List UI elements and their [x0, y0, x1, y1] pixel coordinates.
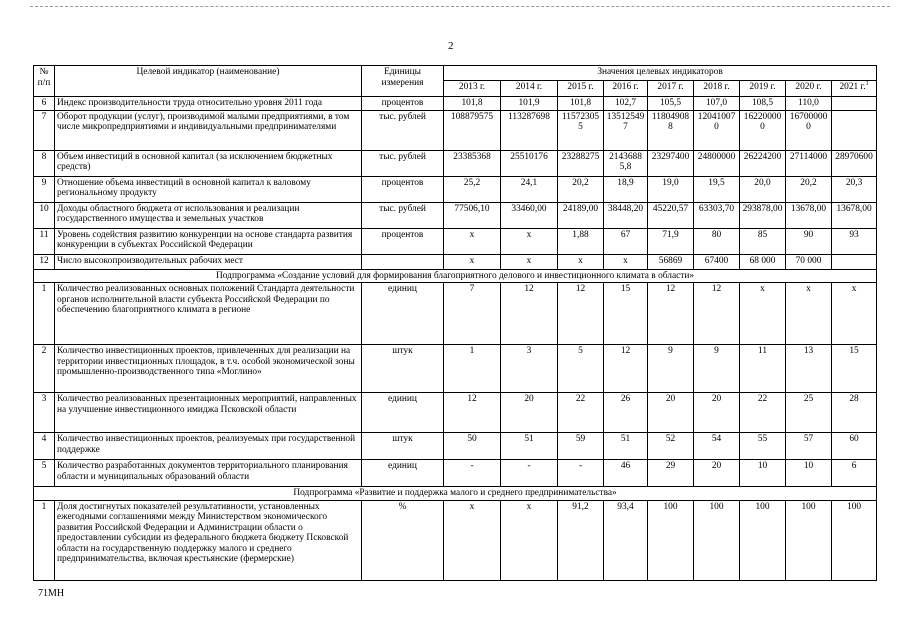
unit-cell: единиц	[362, 393, 444, 433]
value-cell: 115723055	[558, 110, 604, 150]
value-cell: 54	[694, 433, 740, 460]
indicator-name: Количество реализованных презентационных мероприятий, направленных на улучшение инвестиционного имиджа Псковской области	[55, 393, 362, 433]
unit-cell: процентов	[362, 97, 444, 111]
header-year	[444, 81, 501, 97]
value-cell: 13678,00	[786, 202, 832, 228]
value-cell: 135125497	[604, 110, 648, 150]
header-year-label: 2020 г.	[795, 82, 822, 92]
value-cell: x	[740, 283, 786, 345]
value-cell: 100	[694, 500, 740, 580]
footer-code: 71МН	[38, 588, 65, 599]
value-cell: 1	[444, 345, 501, 393]
subprogram-title: Подпрограмма «Развитие и поддержка малого и среднего предпринимательства»	[34, 487, 877, 501]
value-cell: 23288275	[558, 150, 604, 176]
subprogram-title: Подпрограмма «Создание условий для формирования благоприятного делового и инвестиционного климата в области»	[34, 269, 877, 283]
value-cell: 93	[832, 228, 877, 254]
value-cell: 167000000	[786, 110, 832, 150]
header-indicator: Целевой индикатор (наименование)	[55, 66, 362, 97]
header-values: Значения целевых индикаторов	[444, 66, 877, 81]
header-year-label: 2014 г.	[515, 82, 543, 92]
value-cell: 100	[832, 500, 877, 580]
value-cell: 12	[501, 283, 558, 345]
value-cell: 25,2	[444, 176, 501, 202]
page-number: 2	[448, 40, 454, 52]
value-cell: 22	[558, 393, 604, 433]
unit-cell: процентов	[362, 176, 444, 202]
value-cell: 24800000	[694, 150, 740, 176]
value-cell: 23297400	[648, 150, 694, 176]
value-cell: 100	[740, 500, 786, 580]
value-cell: 293878,00	[740, 202, 786, 228]
header-year-label: 2017 г.	[657, 82, 684, 92]
row-number: 8	[34, 150, 55, 176]
unit-cell: тыс. рублей	[362, 110, 444, 150]
indicator-name: Доля достигнутых показателей результативности, установленных ежегодными соглашениями между Министерством экономического развития Российской Федерации и Администрации области о предоставлении субсидии из федерального бюджета бюджету Псковской области на государственную поддержку малого и среднего предпринимательства, включая крестьянские (фермерские)	[55, 500, 362, 580]
value-cell: 13678,00	[832, 202, 877, 228]
value-cell: 28	[832, 393, 877, 433]
value-cell: 67	[604, 228, 648, 254]
value-cell: 20	[501, 393, 558, 433]
header-year	[604, 81, 648, 97]
value-cell: 51	[501, 433, 558, 460]
row-number: 6	[34, 97, 55, 111]
value-cell: 50	[444, 433, 501, 460]
indicator-name: Число высокопроизводительных рабочих мест	[55, 254, 362, 269]
value-cell: x	[444, 254, 501, 269]
footnote-mark: 1	[865, 80, 869, 87]
value-cell: 90	[786, 228, 832, 254]
value-cell: -	[501, 460, 558, 487]
value-cell: -	[444, 460, 501, 487]
value-cell: 52	[648, 433, 694, 460]
value-cell: 29	[648, 460, 694, 487]
value-cell: 20,3	[832, 176, 877, 202]
row-number: 1	[34, 283, 55, 345]
value-cell: 18,9	[604, 176, 648, 202]
value-cell: 6	[832, 460, 877, 487]
table-row	[34, 228, 877, 254]
header-num: № п/п	[34, 66, 55, 97]
value-cell: 67400	[694, 254, 740, 269]
value-cell: 20	[694, 460, 740, 487]
scan-top-edge	[30, 6, 890, 7]
header-year-label: 2015 г.	[567, 82, 594, 92]
row-number: 4	[34, 433, 55, 460]
row-number: 5	[34, 460, 55, 487]
value-cell: 12	[444, 393, 501, 433]
header-year	[694, 81, 740, 97]
value-cell: 28970600	[832, 150, 877, 176]
value-cell: 33460,00	[501, 202, 558, 228]
value-cell: 23385368	[444, 150, 501, 176]
unit-cell: %	[362, 500, 444, 580]
header-year-label: 2016 г.	[612, 82, 639, 92]
table-row	[34, 176, 877, 202]
row-number: 11	[34, 228, 55, 254]
indicator-name: Индекс производительности труда относительно уровня 2011 года	[55, 97, 362, 111]
value-cell: 59	[558, 433, 604, 460]
value-cell: 24,1	[501, 176, 558, 202]
value-cell	[832, 97, 877, 111]
header-year-label: 2018 г.	[703, 82, 730, 92]
table-row	[34, 254, 877, 269]
value-cell: 46	[604, 460, 648, 487]
value-cell: 101,9	[501, 97, 558, 111]
value-cell: 100	[786, 500, 832, 580]
value-cell: 19,5	[694, 176, 740, 202]
value-cell: 110,0	[786, 97, 832, 111]
row-number: 3	[34, 393, 55, 433]
value-cell: 107,0	[694, 97, 740, 111]
header-year-label: 2013 г.	[458, 82, 486, 92]
value-cell: 102,7	[604, 97, 648, 111]
unit-cell: процентов	[362, 228, 444, 254]
value-cell: 11	[740, 345, 786, 393]
table-body	[34, 97, 877, 581]
indicator-name: Отношение объема инвестиций в основной капитал к валовому региональному продукту	[55, 176, 362, 202]
value-cell: 51	[604, 433, 648, 460]
value-cell: 45220,57	[648, 202, 694, 228]
value-cell: 118049088	[648, 110, 694, 150]
value-cell: 77506,10	[444, 202, 501, 228]
unit-cell: единиц	[362, 283, 444, 345]
value-cell: x	[501, 500, 558, 580]
value-cell: 15	[832, 345, 877, 393]
subprogram-row	[34, 487, 877, 501]
value-cell: 68 000	[740, 254, 786, 269]
value-cell: 20	[694, 393, 740, 433]
header-year-label: 2021 г.	[839, 82, 866, 92]
value-cell: x	[558, 254, 604, 269]
row-number: 1	[34, 500, 55, 580]
value-cell: 100	[648, 500, 694, 580]
value-cell: 13	[786, 345, 832, 393]
value-cell: 12	[694, 283, 740, 345]
value-cell: 20,0	[740, 176, 786, 202]
value-cell: 3	[501, 345, 558, 393]
unit-cell	[362, 254, 444, 269]
value-cell: 57	[786, 433, 832, 460]
value-cell: x	[501, 228, 558, 254]
header-year	[786, 81, 832, 97]
value-cell: x	[444, 500, 501, 580]
indicator-name: Количество разработанных документов территориального планирования области и муниципальных образований области	[55, 460, 362, 487]
table-row	[34, 202, 877, 228]
value-cell: 55	[740, 433, 786, 460]
unit-cell: штук	[362, 433, 444, 460]
value-cell: 19,0	[648, 176, 694, 202]
value-cell: 21436885,8	[604, 150, 648, 176]
value-cell: 10	[740, 460, 786, 487]
value-cell: 25	[786, 393, 832, 433]
value-cell: 108,5	[740, 97, 786, 111]
value-cell: 113287698	[501, 110, 558, 150]
value-cell: 101,8	[444, 97, 501, 111]
row-number: 9	[34, 176, 55, 202]
value-cell: -	[558, 460, 604, 487]
table-row	[34, 150, 877, 176]
value-cell: 24189,00	[558, 202, 604, 228]
table-row	[34, 500, 877, 580]
value-cell: 101,8	[558, 97, 604, 111]
value-cell: 9	[648, 345, 694, 393]
value-cell: 60	[832, 433, 877, 460]
value-cell: x	[604, 254, 648, 269]
value-cell: 10	[786, 460, 832, 487]
row-number: 2	[34, 345, 55, 393]
table-row	[34, 97, 877, 111]
indicator-name: Количество реализованных основных положений Стандарта деятельности органов исполнительной власти субъекта Российской Федерации по обеспечению благоприятного климата в регионе	[55, 283, 362, 345]
value-cell	[832, 254, 877, 269]
value-cell: 5	[558, 345, 604, 393]
indicator-name: Количество инвестиционных проектов, реализуемых при государственной поддержке	[55, 433, 362, 460]
row-number: 7	[34, 110, 55, 150]
value-cell: 25510176	[501, 150, 558, 176]
value-cell: x	[501, 254, 558, 269]
row-number: 10	[34, 202, 55, 228]
table-row	[34, 110, 877, 150]
header-year-label: 2019 г.	[749, 82, 776, 92]
unit-cell: штук	[362, 345, 444, 393]
value-cell: 9	[694, 345, 740, 393]
table-row	[34, 345, 877, 393]
value-cell: 26224200	[740, 150, 786, 176]
value-cell	[832, 110, 877, 150]
header-year	[740, 81, 786, 97]
unit-cell: единиц	[362, 460, 444, 487]
value-cell: 162200000	[740, 110, 786, 150]
value-cell: 1,88	[558, 228, 604, 254]
value-cell: 108879575	[444, 110, 501, 150]
table-row	[34, 283, 877, 345]
value-cell: 56869	[648, 254, 694, 269]
header-year	[501, 81, 558, 97]
value-cell: 20,2	[786, 176, 832, 202]
header-year	[558, 81, 604, 97]
table-row	[34, 460, 877, 487]
header-year	[832, 81, 877, 97]
value-cell: 27114000	[786, 150, 832, 176]
value-cell: 38448,20	[604, 202, 648, 228]
value-cell: 71,9	[648, 228, 694, 254]
value-cell: 105,5	[648, 97, 694, 111]
value-cell: 12	[558, 283, 604, 345]
value-cell: x	[832, 283, 877, 345]
indicator-name: Уровень содействия развитию конкуренции на основе стандарта развития конкуренции в субъектах Российской Федерации	[55, 228, 362, 254]
value-cell: 12	[604, 345, 648, 393]
table-row	[34, 393, 877, 433]
unit-cell: тыс. рублей	[362, 202, 444, 228]
unit-cell: тыс. рублей	[362, 150, 444, 176]
indicator-name: Объем инвестиций в основной капитал (за исключением бюджетных средств)	[55, 150, 362, 176]
value-cell: 15	[604, 283, 648, 345]
indicator-name: Количество инвестиционных проектов, привлеченных для реализации на территории инвестиционных площадок, в т.ч. особой экономической зоны промышленно-производственного типа «Моглино»	[55, 345, 362, 393]
value-cell: 70 000	[786, 254, 832, 269]
indicator-table	[33, 65, 877, 581]
value-cell: 120410070	[694, 110, 740, 150]
value-cell: x	[444, 228, 501, 254]
value-cell: 80	[694, 228, 740, 254]
subprogram-row	[34, 269, 877, 283]
value-cell: 20	[648, 393, 694, 433]
indicator-name: Доходы областного бюджета от использования и реализации государственного имущества и земельных участков	[55, 202, 362, 228]
value-cell: 7	[444, 283, 501, 345]
value-cell: x	[786, 283, 832, 345]
value-cell: 22	[740, 393, 786, 433]
value-cell: 26	[604, 393, 648, 433]
header-unit: Единицы измерения	[362, 66, 444, 97]
indicator-name: Оборот продукции (услуг), производимой малыми предприятиями, в том числе микропредприятиями и индивидуальными предпринимателями	[55, 110, 362, 150]
value-cell: 12	[648, 283, 694, 345]
value-cell: 85	[740, 228, 786, 254]
header-year	[648, 81, 694, 97]
row-number: 12	[34, 254, 55, 269]
table-header	[34, 66, 877, 97]
value-cell: 63303,70	[694, 202, 740, 228]
value-cell: 91,2	[558, 500, 604, 580]
value-cell: 20,2	[558, 176, 604, 202]
value-cell: 93,4	[604, 500, 648, 580]
table-row	[34, 433, 877, 460]
